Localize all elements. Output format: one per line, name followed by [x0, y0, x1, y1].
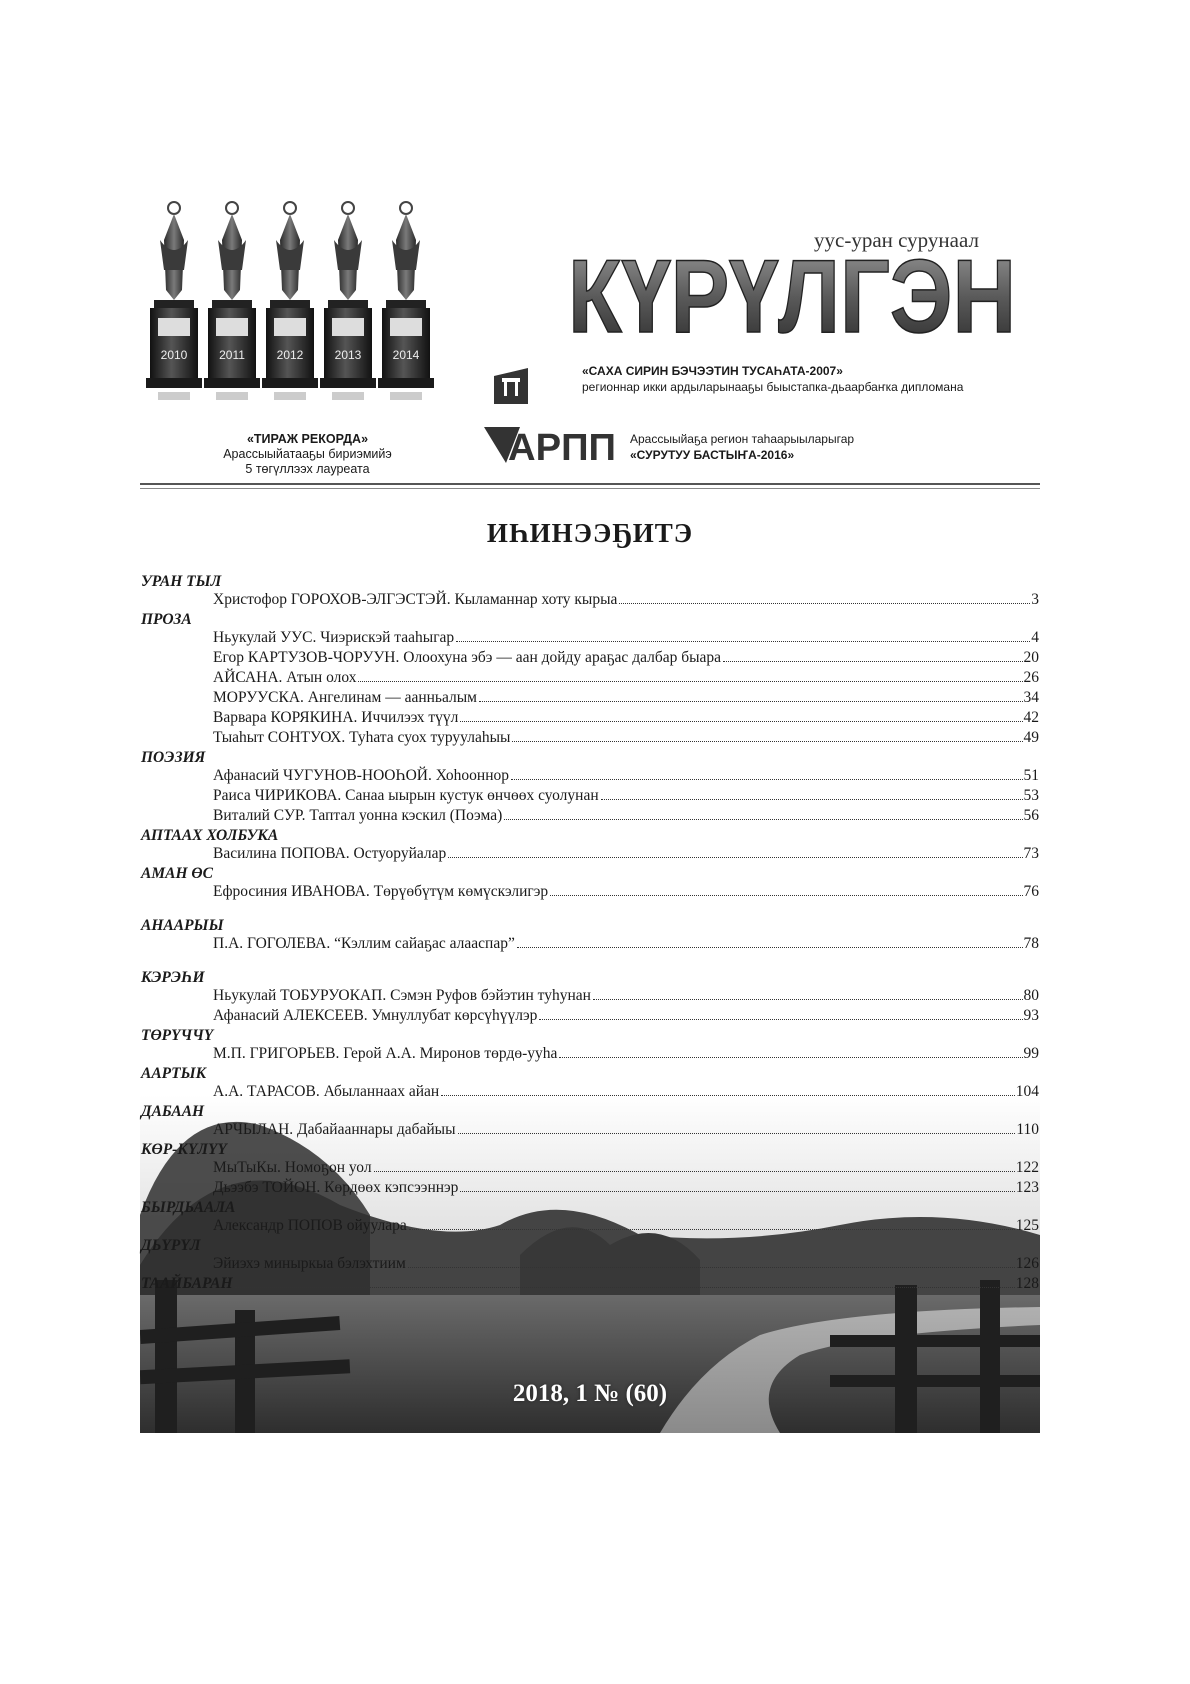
award-caption: [140, 432, 475, 477]
toc-page: 76: [1023, 883, 1039, 900]
toc-leader: [441, 1095, 1015, 1096]
toc-entry-title: АЙСАНА. Атын олох: [213, 669, 357, 686]
toc-page: 26: [1023, 669, 1039, 686]
toc-entry-title: Егор КАРТУЗОВ-ЧОРУУН. Олоохуна эбэ — аан дойду араҕас далбар быара: [213, 649, 722, 666]
toc-entry[interactable]: [213, 629, 1039, 649]
toc-entry[interactable]: [213, 787, 1039, 807]
toc-leader: [235, 1287, 1015, 1288]
trophy: [146, 202, 202, 400]
toc-entry-title: Эйиэхэ миныркыа бэлэхтиим: [213, 1255, 406, 1272]
toc-page: 123: [1015, 1179, 1039, 1196]
toc-leader: [408, 1267, 1015, 1268]
toc-entry[interactable]: [213, 883, 1039, 903]
toc-section: ААРТЫК: [141, 1065, 207, 1082]
toc-section: УРАН ТЫЛ: [141, 573, 222, 590]
toc-entry[interactable]: [213, 1217, 1039, 1237]
toc-leader: [517, 947, 1023, 948]
toc-leader: [504, 819, 1022, 820]
toc-entry[interactable]: [213, 1179, 1039, 1199]
toc-section-title: ТААЙБАРАН: [141, 1275, 233, 1292]
toc-leader: [559, 1057, 1022, 1058]
toc-leader: [448, 857, 1022, 858]
toc-leader: [723, 661, 1022, 662]
arpp-logo: [484, 427, 619, 463]
toc-page: 20: [1023, 649, 1039, 666]
trophy: [262, 202, 318, 400]
toc-section: ДАБААН: [141, 1103, 205, 1120]
toc-leader: [539, 1019, 1022, 1020]
trophies-image: [140, 200, 475, 425]
toc-leader: [511, 779, 1022, 780]
toc-entry-title: Ефросиния ИВАНОВА. Төрүөбүтүм көмүскэлигэр: [213, 883, 549, 900]
trophy: [320, 202, 376, 400]
toc-section: АНААРЫЫ: [141, 917, 224, 934]
toc-entry-title: Христофор ГОРОХОВ-ЭЛГЭСТЭЙ. Кыламаннар хоту кырыа: [213, 591, 618, 608]
toc-entry[interactable]: [213, 845, 1039, 865]
toc-section: ДЬҮРҮЛ: [141, 1237, 201, 1254]
toc-entry-title: Дьээбэ ТОЙОН. Көрдөөх кэпсээннэр: [213, 1179, 459, 1196]
award2-line2: «СУРУТУУ БАСТЫҤА-2016»: [630, 448, 795, 462]
toc-entry[interactable]: [213, 709, 1039, 729]
toc-leader: [460, 1191, 1014, 1192]
toc-leader: [593, 999, 1023, 1000]
award1-desc: регионнар икки ардыларынааҕы быыстапка-дьаарбаҥка дипломана: [582, 380, 964, 394]
toc-entry[interactable]: [213, 729, 1039, 749]
toc-leader: [601, 799, 1023, 800]
toc-section: ПОЭЗИЯ: [141, 749, 206, 766]
toc-section: КӨР-КҮЛҮҮ: [141, 1141, 227, 1158]
toc-entry[interactable]: [213, 1121, 1039, 1141]
toc-entry[interactable]: [213, 1007, 1039, 1027]
trophy-year: 2011: [219, 348, 245, 362]
toc-entry[interactable]: [213, 1045, 1039, 1065]
logo-text: КҮРҮЛГЭН: [568, 240, 1016, 340]
award2-text: [630, 431, 854, 463]
toc-entry-title: Ньукулай УУС. Чиэрискэй тааһыгар: [213, 629, 455, 646]
table-of-contents: [141, 573, 1039, 1293]
toc-leader: [550, 895, 1022, 896]
divider-thin: [140, 488, 1040, 489]
tagline: уус-уран сурунаал: [814, 228, 979, 252]
toc-entry-title: М.П. ГРИГОРЬЕВ. Герой А.А. Миронов төрдө-ууһа: [213, 1045, 558, 1062]
toc-page: 42: [1023, 709, 1039, 726]
toc-section: КЭРЭҺИ: [141, 969, 205, 986]
toc-page: 122: [1015, 1159, 1039, 1176]
toc-entry-title: Ньукулай ТОБУРУОКАП. Сэмэн Руфов бэйэтин туһунан: [213, 987, 591, 1004]
toc-entry-title: Александр ПОПОВ ойуулара: [213, 1217, 407, 1234]
toc-entry-title: Василина ПОПОВА. Остуоруйалар: [213, 845, 447, 862]
toc-leader: [619, 603, 1030, 604]
toc-entry[interactable]: [213, 767, 1039, 787]
toc-section: ПРОЗА: [141, 611, 192, 628]
diploma-icon: [490, 366, 532, 406]
toc-entry-title: Афанасий АЛЕКСЕЕВ. Умнуллубат көрсүһүүлэр: [213, 1007, 538, 1024]
toc-page: 128: [1015, 1275, 1039, 1292]
toc-page: 110: [1016, 1121, 1039, 1138]
toc-entry-title: МыТыКы. Номоҕон уол: [213, 1159, 372, 1176]
award1-title: «САХА СИРИН БЭЧЭЭТИН ТУСАҺАТА-2007»: [582, 364, 843, 378]
toc-section: БЫРДЬААЛА: [141, 1199, 236, 1216]
toc-entry[interactable]: [213, 935, 1039, 955]
toc-leader: [512, 741, 1022, 742]
toc-section: АМАН ӨС: [141, 865, 213, 882]
toc-section: [141, 1275, 1039, 1293]
trophy-year: 2010: [160, 348, 188, 362]
toc-leader: [374, 1171, 1015, 1172]
toc-page: 93: [1023, 1007, 1039, 1024]
toc-entry-title: Виталий СУР. Таптал уонна кэскил (Поэма): [213, 807, 503, 824]
trophy: [204, 202, 260, 400]
toc-entry[interactable]: [213, 987, 1039, 1007]
toc-page: 53: [1023, 787, 1039, 804]
toc-page: 34: [1023, 689, 1039, 706]
toc-leader: [456, 641, 1030, 642]
award-line1: Арассыыйатааҕы бириэмийэ: [223, 447, 392, 461]
toc-page: 126: [1015, 1255, 1039, 1272]
toc-entry-title: Раиса ЧИРИКОВА. Санаа ыырын кустук өнчөөх суолунан: [213, 787, 599, 804]
toc-page: 125: [1015, 1217, 1039, 1234]
toc-page: 49: [1023, 729, 1039, 746]
award1-text: [582, 363, 963, 395]
toc-entry[interactable]: [213, 1255, 1039, 1275]
toc-leader: [460, 721, 1022, 722]
toc-page: 4: [1031, 629, 1039, 646]
toc-page: 80: [1023, 987, 1039, 1004]
toc-entry[interactable]: [213, 689, 1039, 709]
toc-page: 104: [1015, 1083, 1039, 1100]
award-line2: 5 төгүллээх лауреата: [245, 462, 370, 476]
toc-entry-title: Тыаһыт СОНТУОХ. Туһата суох туруулаһыы: [213, 729, 511, 746]
toc-leader: [458, 1133, 1016, 1134]
toc-entry[interactable]: [213, 669, 1039, 689]
toc-page: 99: [1023, 1045, 1039, 1062]
magazine-logo: [566, 240, 1018, 340]
toc-entry-title: П.А. ГОГОЛЕВА. “Кэллим сайаҕас алааспар”: [213, 935, 515, 952]
trophy-year: 2013: [334, 348, 362, 362]
toc-leader: [358, 681, 1022, 682]
toc-entry[interactable]: [213, 807, 1039, 827]
toc-section: ТӨРҮЧЧҮ: [141, 1027, 214, 1044]
toc-leader: [479, 701, 1023, 702]
toc-page: 51: [1023, 767, 1039, 784]
toc-entry-title: МОРУУСКА. Ангелинам — аанньалым: [213, 689, 477, 706]
arpp-logo-text: АРПП: [508, 427, 616, 463]
trophy-year: 2014: [392, 348, 420, 362]
issue-number: 2018, 1 № (60): [512, 1380, 668, 1407]
toc-page: 56: [1023, 807, 1039, 824]
toc-title: ИҺИНЭЭҔИТЭ: [486, 518, 694, 548]
toc-page: 78: [1023, 935, 1039, 952]
toc-leader: [409, 1229, 1015, 1230]
award-title: «ТИРАЖ РЕКОРДА»: [246, 432, 369, 446]
divider: [140, 483, 1040, 485]
trophy: [378, 202, 434, 400]
toc-entry-title: АРЧЫЛАН. Дабайааннары дабайыы: [213, 1121, 456, 1138]
toc-section: АПТААХ ХОЛБУКА: [141, 827, 279, 844]
toc-entry[interactable]: [213, 591, 1039, 611]
toc-entry[interactable]: [213, 649, 1039, 669]
toc-entry[interactable]: [213, 1083, 1039, 1103]
toc-entry-title: Афанасий ЧУГУНОВ-НООҺОЙ. Хоһооннор: [213, 767, 510, 784]
trophy-year: 2012: [276, 348, 304, 362]
toc-entry-title: Варвара КОРЯКИНА. Иччилээх түүл: [213, 709, 459, 726]
toc-page: 73: [1023, 845, 1039, 862]
toc-entry[interactable]: [213, 1159, 1039, 1179]
toc-entry-title: А.А. ТАРАСОВ. Абыланнаах айан: [213, 1083, 440, 1100]
award2-line1: Арассыыйаҕа регион таһаарыыларыгар: [630, 432, 855, 446]
toc-page: 3: [1031, 591, 1039, 608]
